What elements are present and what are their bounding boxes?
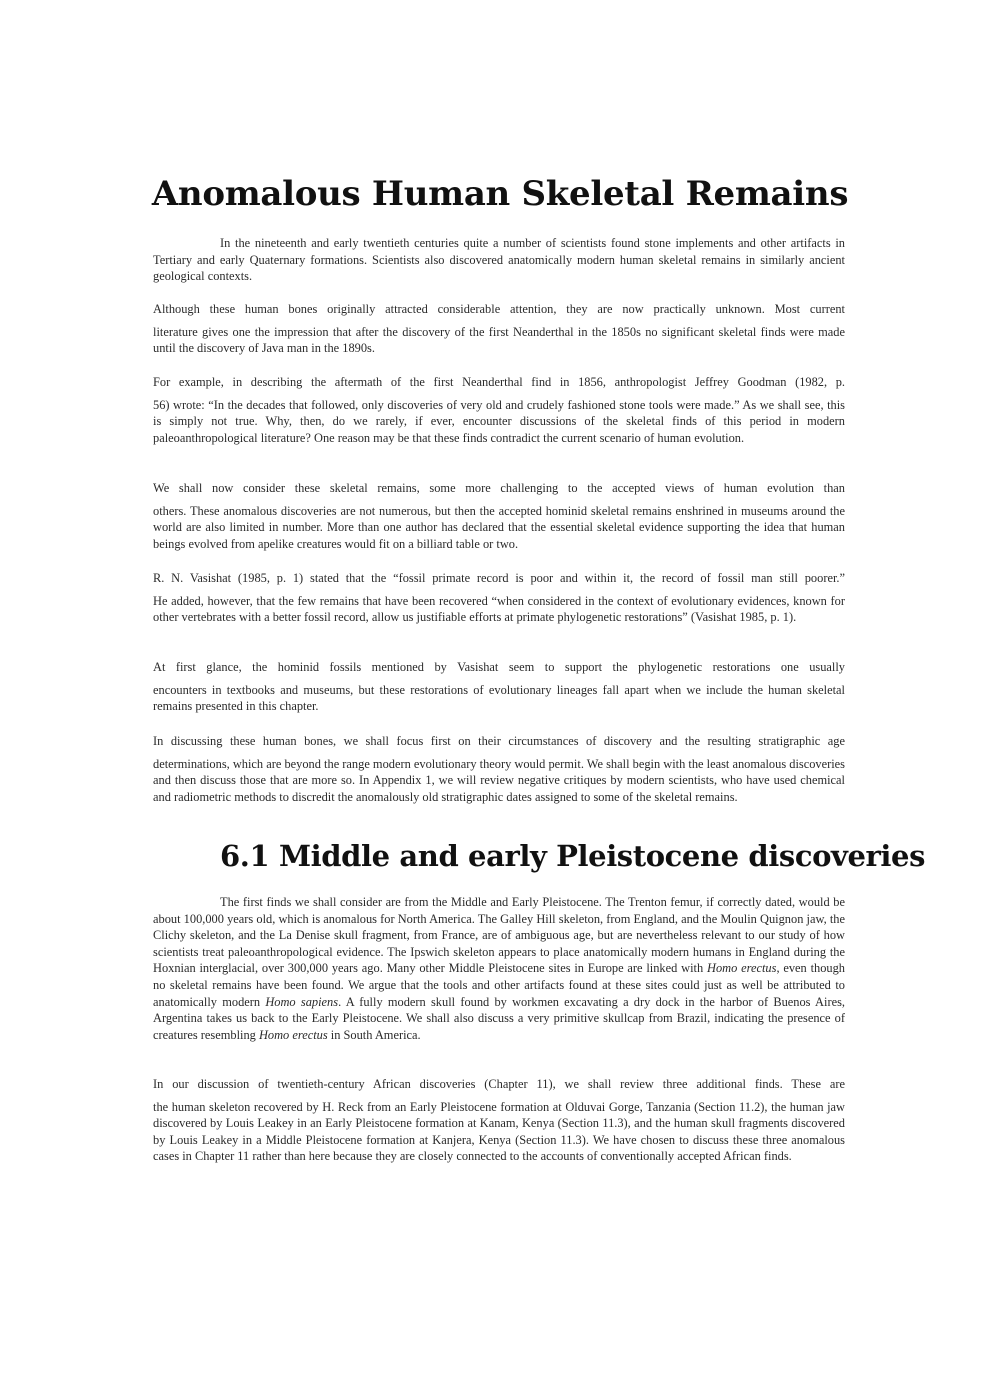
section-heading: 6.1 Middle and early Pleistocene discoveries — [220, 839, 926, 873]
paragraph-first-line: Although these human bones originally attracted considerable attention, they are now practically unknown. Most current — [153, 302, 845, 316]
paragraph-text: He added, however, that the few remains that have been recovered “when considered in the context of evolutionary evidences, known for other vertebrates with a better fossil record, allow us justifiable efforts at primate phylogenetic restorations” (Vasishat 1985, p. 1). — [153, 593, 845, 625]
paragraph-text: . A fully modern skull found by workmen excavating a dry dock in the harbor of Buenos Aires, Argentina takes us back to the Early Pleistocene. We shall also discuss a very primitive skullcap from Brazil, indicating the presence of creatures resembling — [153, 994, 845, 1042]
paragraph-intro-3 — [153, 374, 845, 446]
paragraph-text: literature gives one the impression that after the discovery of the first Neanderthal in the 1850s no significant skeletal finds were made until the discovery of Java man in the 1890s. — [153, 324, 845, 356]
paragraph-first-line: In discussing these human bones, we shall focus first on their circumstances of discovery and the resulting stratigraphic age — [153, 734, 845, 748]
paragraph-text: in South America. — [327, 1027, 421, 1042]
paragraph-text: others. These anomalous discoveries are not numerous, but then the accepted hominid skeletal remains enshrined in museums around the world are also limited in number. More than one author has declared that the essential skeletal evidence supporting the idea that human beings evolved from apelike creatures would fit on a billiard table or two. — [153, 503, 845, 551]
italic-term: Homo erectus — [707, 961, 777, 976]
paragraph-intro-6 — [153, 659, 845, 715]
page-title: Anomalous Human Skeletal Remains — [151, 174, 849, 214]
paragraph-section-1 — [153, 894, 845, 1043]
paragraph-intro-4 — [153, 480, 845, 552]
paragraph-text: determinations, which are beyond the range modern evolutionary theory would permit. We shall begin with the least anomalous discoveries and then discuss those that are more so. In Appendix 1, we will review negative critiques by modern scientists, who have used chemical and radiometric methods to discredit the anomalously old stratigraphic dates assigned to some of the skeletal remains. — [153, 756, 845, 804]
paragraph-first-line: In our discussion of twentieth-century African discoveries (Chapter 11), we shall review three additional finds. These are — [153, 1077, 845, 1091]
paragraph-text: The first finds we shall consider are from the Middle and Early Pleistocene. The Trenton femur, if correctly dated, would be about 100,000 years old, which is anomalous for North America. The Galley Hill skeleton, from England, and the Moulin Quignon jaw, the Clichy skeleton, and the La Denise skull fragment, from France, are of ambiguous age, but are nevertheless relevant to our study of how scientists treat paleoanthropological evidence. The Ipswich skeleton appears to place anatomically modern humans in England during the Hoxnian interglacial, over 300,000 years ago. Many other Middle Pleistocene sites in Europe are linked with — [153, 895, 845, 976]
paragraph-section-2 — [153, 1076, 845, 1165]
paragraph-text: encounters in textbooks and museums, but these restorations of evolutionary lineages fall apart when we include the human skeletal remains presented in this chapter. — [153, 682, 845, 714]
paragraph-first-line: R. N. Vasishat (1985, p. 1) stated that the “fossil primate record is poor and within it, the record of fossil man still poorer.” — [153, 571, 845, 585]
paragraph-text: , even though no skeletal remains have been found. We argue that the tools and other artifacts found at these sites could just as well be attributed to anatomically modern — [153, 961, 845, 1009]
paragraph-first-line: For example, in describing the aftermath of the first Neanderthal find in 1856, anthropologist Jeffrey Goodman (1982, p. — [153, 375, 845, 389]
italic-term: Homo sapiens — [265, 994, 339, 1009]
paragraph-text: the human skeleton recovered by H. Reck from an Early Pleistocene formation at Olduvai Gorge, Tanzania (Section 11.2), the human jaw discovered by Louis Leakey in an Early Pleistocene formation at Kanam, Kenya (Section 11.3), and the human skull fragments discovered by Louis Leakey in a Middle Pleistocene formation at Kanjera, Kenya (Section 11.3). We have chosen to discuss these three anomalous cases in Chapter 11 rather than here because they are closely connected to the accounts of conventionally accepted African finds. — [153, 1099, 845, 1164]
paragraph-first-line: At first glance, the hominid fossils mentioned by Vasishat seem to support the phylogenetic restorations one usually — [153, 660, 845, 674]
paragraph-first-line: We shall now consider these skeletal remains, some more challenging to the accepted views of human evolution than — [153, 481, 845, 495]
paragraph-text: In the nineteenth and early twentieth centuries quite a number of scientists found stone implements and other artifacts in Tertiary and early Quaternary formations. Scientists also discovered anatomically modern human skeletal remains in similarly ancient geological contexts. — [153, 236, 845, 284]
paragraph-intro-2 — [153, 301, 845, 357]
paragraph-intro-7 — [153, 733, 845, 805]
paragraph-intro-1 — [153, 235, 845, 285]
paragraph-intro-5 — [153, 570, 845, 626]
paragraph-text: 56) wrote: “In the decades that followed, only discoveries of very old and crudely fashioned stone tools were made.” As we shall see, this is simply not true. Why, then, do we rarely, if ever, encounter discussions of the skeletal finds of this period in modern paleoanthropological literature? One reason may be that these finds contradict the current scenario of human evolution. — [153, 397, 845, 445]
italic-term: Homo erectus — [258, 1027, 328, 1042]
